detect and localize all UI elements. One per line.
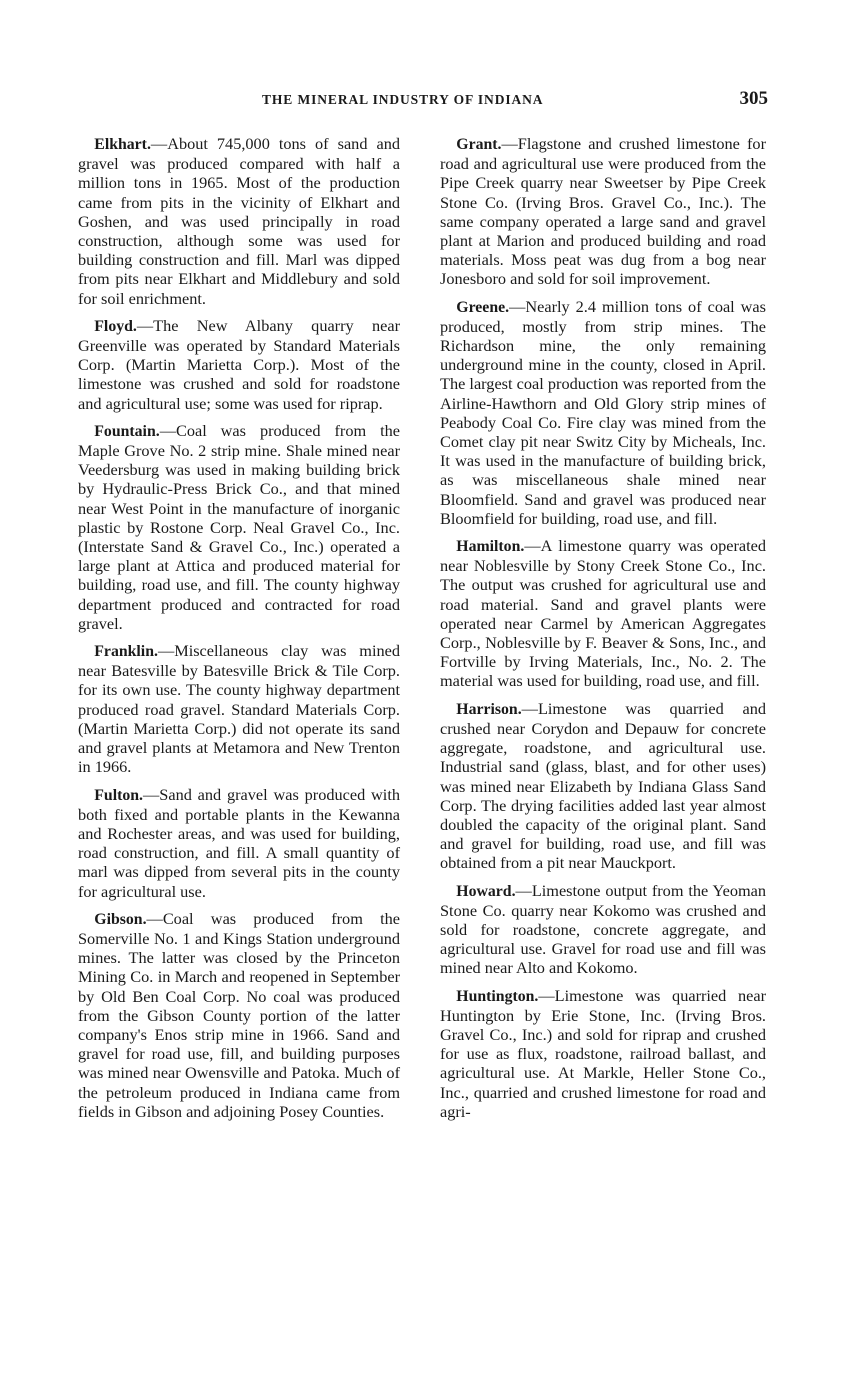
entry-text: —Nearly 2.4 million tons of coal was produced, mostly from strip mines. The Richardson mine, the only remaining underground mine in the county, closed in April. The largest coal production was reported from the Airline-Hawthorn and Old Glory strip mines of Peabody Coal Co. Fire clay was mined from the Comet clay pit near Switz City by Micheals, Inc. It was used in the manufacture of building brick, as was miscellaneous shale mined near Bloomfield. Sand and gravel was produced near Bloomfield for building, road use, and fill.: [440, 296, 766, 528]
county-entry-howard: [440, 881, 766, 978]
entry-text: —Flagstone and crushed limestone for road and agricultural use were produced from the Pipe Creek quarry near Sweetser by Pipe Creek Stone Co. (Irving Bros. Gravel Co., Inc.). The same company operated a large sand and gravel plant at Marion and produced building and road materials. Moss peat was dug from a bog near Jonesboro and sold for soil improvement.: [440, 134, 766, 289]
county-entry-grant: [440, 134, 766, 289]
county-name: Howard.: [456, 882, 516, 900]
page-number: 305: [739, 88, 768, 109]
right-column: [440, 134, 766, 1129]
running-head: [78, 88, 768, 110]
county-name: Fulton.: [94, 786, 143, 804]
entry-text: —Miscellaneous clay was mined near Batesville by Batesville Brick & Tile Corp. for its own use. The county highway department produced road gravel. Standard Materials Corp. (Martin Marietta Corp.) did not operate its sand and gravel plants at Metamora and New Trenton in 1966.: [78, 641, 400, 777]
entry-text: —Coal was produced from the Maple Grove No. 2 strip mine. Shale mined near Veedersburg was used in making building brick by Hydraulic-Press Brick Co., and that mined near West Point in the manufacture of inorganic plastic by Rostone Corp. Neal Gravel Co., Inc. (Interstate Sand & Gravel Co., Inc.) operated a large plant at Attica and produced material for building, road use, and fill. The county highway department produced and contracted for road gravel.: [78, 420, 400, 633]
county-name: Gibson.: [94, 910, 147, 928]
county-name: Franklin.: [94, 643, 158, 661]
entry-text: —Sand and gravel was produced with both fixed and portable plants in the Kewanna and Rochester areas, and was used for building, road construction, and fill. A small quantity of marl was dipped from several pits in the county for agricultural use.: [78, 784, 400, 901]
county-entry-hamilton: [440, 536, 766, 691]
county-name: Elkhart.: [94, 136, 151, 153]
entry-text: —A limestone quarry was operated near Noblesville by Stony Creek Stone Co., Inc. The output was crushed for agricultural use and road material. Sand and gravel plants were operated near Carmel by American Aggregates Corp., Noblesville by F. Beaver & Sons, Inc., and Fortville by Irving Materials, Inc., No. 2. The material was used for building, road use, and fill.: [440, 536, 766, 691]
left-column: [78, 134, 400, 1129]
entry-text: —About 745,000 tons of sand and gravel was produced compared with half a million tons in 1965. Most of the production came from pits in the vicinity of Elkhart and Goshen, and was used principally in road construction, although some was used for building construction and fill. Marl was dipped from pits near Elkhart and Middlebury and sold for soil enrichment.: [78, 134, 400, 308]
county-entry-harrison: [440, 699, 766, 873]
county-name: Floyd.: [94, 317, 137, 335]
county-entry-franklin: [78, 641, 400, 776]
county-name: Huntington.: [456, 987, 539, 1005]
county-name: Grant.: [456, 136, 502, 153]
entry-text: —Limestone was quarried near Huntington by Erie Stone, Inc. (Irving Bros. Gravel Co., Inc.) and sold for riprap and crushed for use as flux, roadstone, railroad ballast, and agricultural use. At Markle, Heller Stone Co., Inc., quarried and crushed limestone for road and agri-: [440, 985, 766, 1121]
county-entry-fulton: [78, 785, 400, 901]
entry-text: —The New Albany quarry near Greenville was operated by Standard Materials Corp. (Martin Marietta Corp.). Most of the limestone was crushed and sold for roadstone and agricultural use; some was used for riprap.: [78, 315, 400, 413]
county-entry-fountain: [78, 421, 400, 633]
county-entry-elkhart: [78, 134, 400, 308]
county-entry-floyd: [78, 316, 400, 413]
county-name: Greene.: [456, 298, 510, 316]
running-title: THE MINERAL INDUSTRY OF INDIANA: [262, 92, 544, 107]
county-name: Harrison.: [456, 700, 522, 718]
entry-text: —Limestone was quarried and crushed near Corydon and Depauw for concrete aggregate, roadstone, and agricultural use. Industrial sand (glass, blast, and for other uses) was mined near Elizabeth by Indiana Glass Sand Corp. The drying facilities added last year almost doubled the capacity of the original plant. Sand and gravel for building, road use, and fill was obtained from a pit near Mauckport.: [440, 698, 766, 873]
county-name: Fountain.: [94, 422, 160, 440]
county-entry-greene: [440, 297, 766, 528]
county-entry-huntington: [440, 986, 766, 1121]
county-entry-gibson: [78, 909, 400, 1121]
county-name: Hamilton.: [456, 538, 525, 556]
entry-text: —Coal was produced from the Somerville No. 1 and Kings Station underground mines. The latter was closed by the Princeton Mining Co. in March and reopened in September by Old Ben Coal Corp. No coal was produced from the Gibson County portion of the latter company's Enos strip mine in 1966. Sand and gravel for road use, fill, and building purposes was mined near Owensville and Patoka. Much of the petroleum produced in Indiana came from fields in Gibson and adjoining Posey Counties.: [78, 908, 400, 1121]
entry-text: —Limestone output from the Yeoman Stone Co. quarry near Kokomo was crushed and sold for roadstone, concrete aggregate, and agricultural use. Gravel for road use and fill was mined near Alto and Kokomo.: [440, 880, 766, 978]
